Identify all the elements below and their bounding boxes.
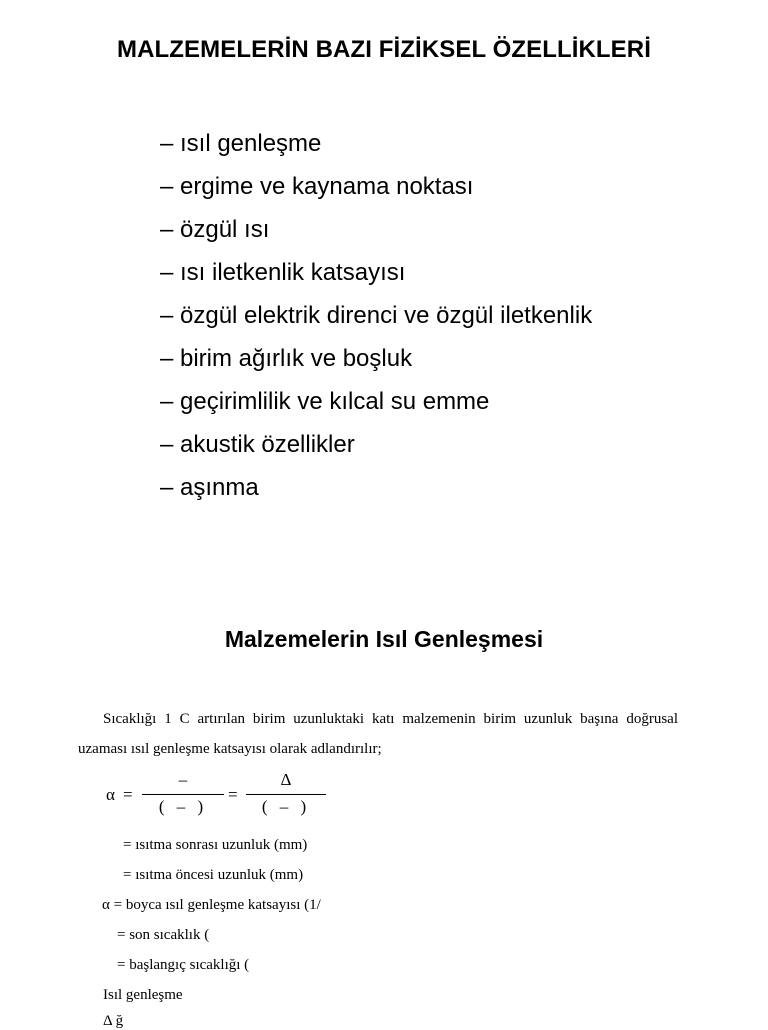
definition-line: = son sıcaklık ( <box>117 927 210 943</box>
definition-line: = ısıtma öncesi uzunluk (mm) <box>123 867 304 883</box>
formula-equals: = <box>228 785 238 804</box>
list-item <box>160 382 592 425</box>
definition-line: = ısıtma sonrası uzunluk (mm) <box>123 837 308 853</box>
fraction-numerator: – <box>178 770 188 789</box>
list-item <box>160 253 592 296</box>
list-item-label: ısı iletkenlik katsayısı <box>180 259 406 286</box>
dash-marker: – <box>160 345 174 372</box>
list-item <box>160 468 592 511</box>
fraction-bar <box>142 794 224 795</box>
formula-alpha: α <box>106 785 115 804</box>
formula-fraction-2 <box>246 770 326 817</box>
list-item-label: birim ağırlık ve boşluk <box>180 345 413 372</box>
list-item-label: özgül ısı <box>180 216 270 243</box>
cut-off-line: Δ ğ <box>103 1013 124 1029</box>
list-item-label: akustik özellikler <box>180 431 355 458</box>
formula-equals: = <box>123 785 133 804</box>
fraction-numerator: Δ <box>280 770 292 789</box>
list-item <box>160 339 592 382</box>
dash-marker: – <box>160 388 174 415</box>
dash-marker: – <box>160 302 174 329</box>
dash-marker: – <box>160 130 174 157</box>
list-item <box>160 167 592 210</box>
formula-fraction-1 <box>142 770 224 817</box>
list-item-label: özgül elektrik direnci ve özgül iletkenlik <box>180 302 593 329</box>
dash-marker: – <box>160 431 174 458</box>
dash-marker: – <box>160 216 174 243</box>
dash-marker: – <box>160 474 174 501</box>
list-item-label: geçirimlilik ve kılcal su emme <box>180 388 490 415</box>
list-item <box>160 425 592 468</box>
page-title: MALZEMELERİN BAZI FİZİKSEL ÖZELLİKLERİ <box>116 36 651 63</box>
list-item <box>160 296 592 339</box>
section-title: Malzemelerin Isıl Genleşmesi <box>224 626 544 652</box>
fraction-bar <box>246 794 326 795</box>
variable-definitions <box>100 830 321 1010</box>
list-item <box>160 210 592 253</box>
list-item-label: aşınma <box>180 474 259 501</box>
list-item-label: ergime ve kaynama noktası <box>180 173 474 200</box>
list-item <box>160 124 592 167</box>
fraction-denominator: ( – ) <box>158 797 208 816</box>
definition-line: = başlangıç sıcaklığı ( <box>117 957 250 973</box>
definition-line: Isıl genleşme <box>103 987 183 1003</box>
dash-marker: – <box>160 173 174 200</box>
fraction-denominator: ( – ) <box>261 797 311 816</box>
list-item-label: ısıl genleşme <box>180 130 322 157</box>
definition-paragraph: Sıcaklığı 1 C artırılan birim uzunluktaki katı malzemenin birim uzunluk başına doğrusal uzaması ısıl genleşme katsayısı olarak adlandırılır; <box>78 711 678 757</box>
dash-marker: – <box>160 259 174 286</box>
definition-line: α = boyca ısıl genleşme katsayısı (1/ <box>102 897 321 913</box>
property-list <box>160 124 592 511</box>
